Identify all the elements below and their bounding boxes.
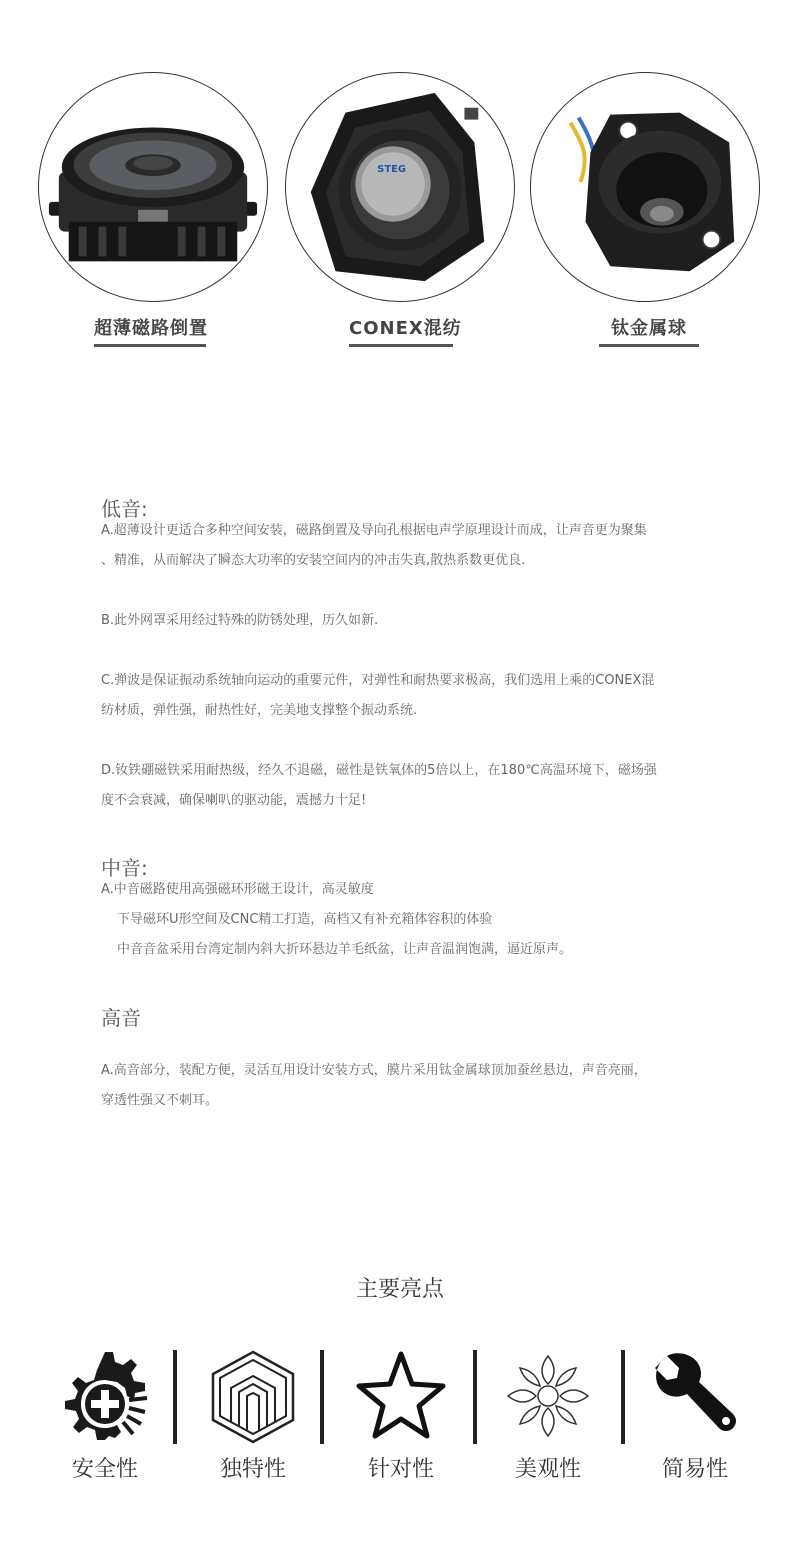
bass-paragraph-c-line2: 纺材质，弹性强，耐热性好，完美地支撑整个振动系统. <box>101 703 418 718</box>
bass-paragraph-a-line1: A.超薄设计更适合多种空间安装，磁路倒置及导向孔根据电声学原理设计而成，让声音更为聚集 <box>101 523 647 538</box>
woofer-caption: 超薄磁路倒置 <box>94 314 206 347</box>
hexagon-uniqueness-icon <box>205 1348 301 1444</box>
midrange-image <box>285 72 515 302</box>
flower-icon <box>500 1348 596 1444</box>
safety-gear-plus-icon <box>57 1348 153 1444</box>
highlights-title: 主要亮点 <box>355 1277 444 1302</box>
bass-paragraph-b: B.此外网罩采用经过特殊的防锈处理，历久如新. <box>101 613 379 628</box>
feature-label-uniqueness: 独特性 <box>219 1457 286 1482</box>
bass-paragraph-d-line2: 度不会衰减，确保喇叭的驱动能，震撼力十足! <box>101 793 367 808</box>
mid-paragraph-a: A.中音磁路使用高强磁环形磁王设计，高灵敏度 <box>101 882 374 897</box>
separator-2 <box>320 1350 324 1444</box>
separator-4 <box>621 1350 625 1444</box>
tweeter-caption: 钛金属球 <box>599 314 699 347</box>
treble-title: 高音 <box>101 1006 141 1030</box>
midrange-caption: CONEX混纺 <box>349 314 453 347</box>
brand-text: STEG <box>377 164 406 176</box>
mid-title: 中音: <box>101 856 148 880</box>
bass-paragraph-a-line2: 、精准，从而解决了瞬态大功率的安装空间内的冲击失真,散热系数更优良. <box>101 553 526 568</box>
woofer-speaker-icon <box>39 73 267 301</box>
woofer-image <box>38 72 268 302</box>
feature-label-safety: 安全性 <box>71 1457 138 1482</box>
wrench-icon <box>647 1348 743 1444</box>
star-icon <box>353 1348 449 1444</box>
tweeter-image <box>530 72 760 302</box>
bass-title: 低音: <box>101 497 148 521</box>
feature-label-targeted: 针对性 <box>367 1457 434 1482</box>
bass-paragraph-c-line1: C.弹波是保证振动系统轴向运动的重要元件，对弹性和耐热要求极高，我们选用上乘的CONEX混 <box>101 673 655 688</box>
feature-label-simplicity: 简易性 <box>661 1457 728 1482</box>
feature-label-aesthetics: 美观性 <box>514 1457 581 1482</box>
mid-paragraph-c: 中音音盆采用台湾定制内斜大折环悬边羊毛纸盆，让声音温润饱满，逼近原声。 <box>117 942 573 957</box>
mid-paragraph-b: 下导磁环U形空间及CNC精工打造，高档又有补充箱体容积的体验 <box>117 912 493 927</box>
separator-1 <box>173 1350 177 1444</box>
bass-paragraph-d-line1: D.钕铁硼磁铁采用耐热级，经久不退磁，磁性是铁氧体的5倍以上，在180℃高温环境下，磁场强 <box>101 763 657 778</box>
treble-paragraph-a-line1: A.高音部分，装配方便，灵活互用设计安装方式，膜片采用钛金属球顶加蚕丝悬边，声音亮丽， <box>101 1063 647 1078</box>
treble-paragraph-a-line2: 穿透性强又不刺耳。 <box>101 1093 219 1108</box>
midrange-speaker-icon <box>286 73 514 301</box>
separator-3 <box>473 1350 477 1444</box>
tweeter-speaker-icon <box>531 73 759 301</box>
